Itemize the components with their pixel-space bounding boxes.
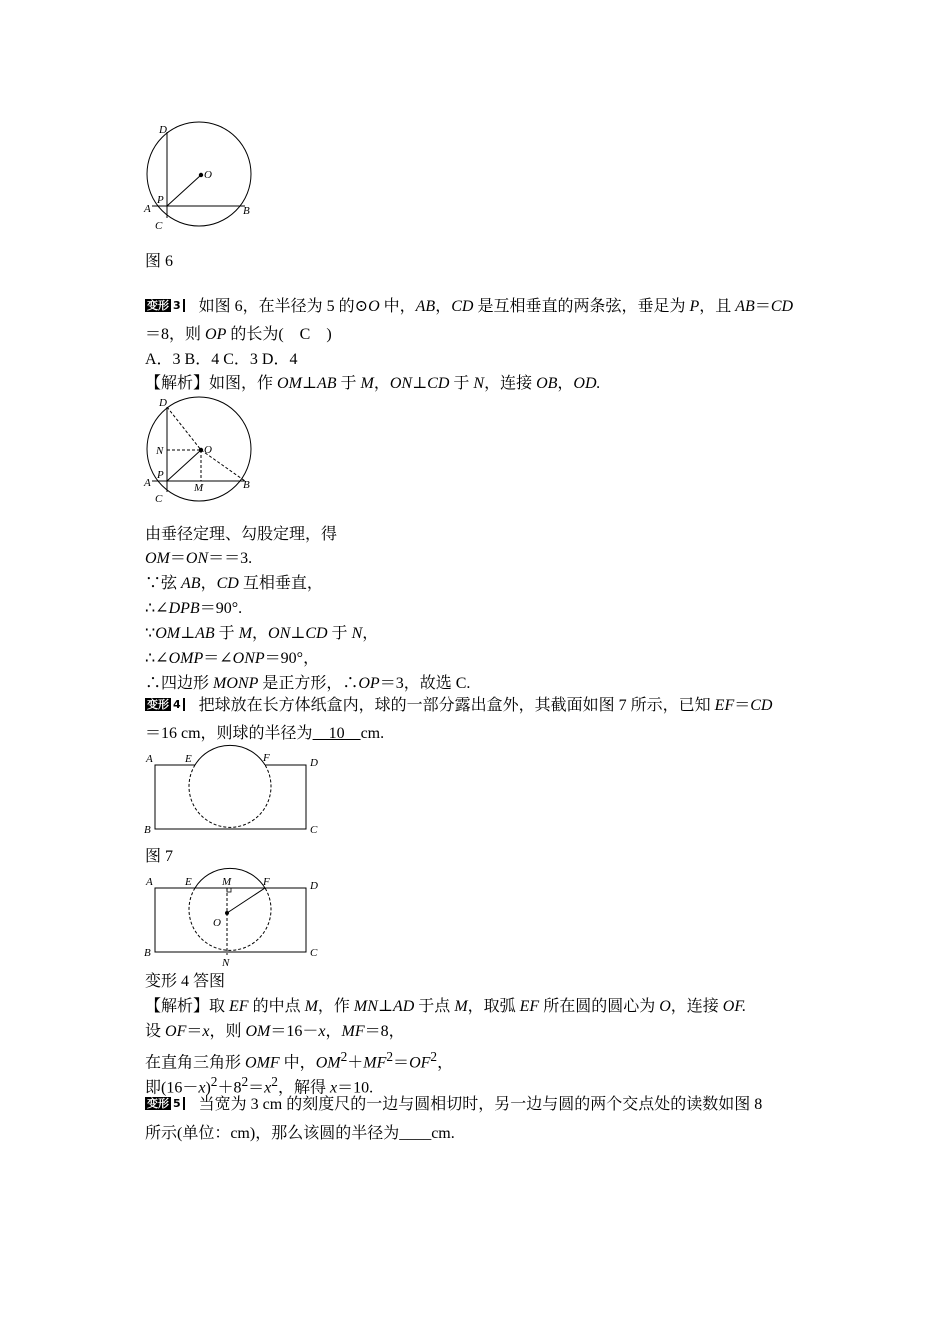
v3-step-7: ∴四边形 MONP 是正方形，∴OP＝3，故选 C. — [145, 675, 471, 692]
figure-6 — [138, 118, 263, 236]
v3-question-line2: ＝8，则 OP 的长为( C ) — [145, 326, 332, 343]
fig6-label-p: P — [157, 194, 164, 206]
fig7-label-c: C — [310, 824, 318, 836]
v5-question-line1: 变形 5 当宽为 3 cm 的刻度尺的一边与圆相切时，另一边与圆的两个交点处的读数如图 8 — [147, 1096, 763, 1113]
v4-question-line1: 变形 4 把球放在长方体纸盒内，球的一部分露出盒外，其截面如图 7 所示，已知 EF＝CD — [147, 697, 773, 714]
v3-step-3: ∵弦 AB，CD 互相垂直， — [145, 575, 323, 592]
v3-fig-label-a: A — [144, 477, 151, 489]
fig7-label-b: B — [144, 824, 151, 836]
variant-4-badge: 变形 4 — [145, 698, 185, 711]
v3-fig-label-b: B — [243, 479, 250, 491]
fig6-label-o: O — [204, 169, 212, 181]
v4-solution-line2: 设 OF＝x，则 OM＝16－x，MF＝8， — [145, 1023, 405, 1040]
v4-question-line2: ＝16 cm，则球的半径为 10 cm. — [145, 725, 385, 742]
ans-label-f: F — [263, 876, 270, 888]
fig6-label-a: A — [144, 203, 151, 215]
v4-solution-line1: 【解析】取 EF 的中点 M，作 MN⊥AD 于点 M，取弧 EF 所在圆的圆心为 O，连接 OF. — [145, 998, 747, 1015]
figure-7 — [140, 744, 325, 840]
v5-question-line2: 所示(单位：cm)，那么该圆的半径为____cm. — [145, 1125, 455, 1142]
fig6-caption: 图 6 — [145, 253, 174, 270]
v3-solution-figure — [138, 392, 263, 507]
v3-step-2: OM＝ON＝＝3. — [145, 550, 253, 567]
v3-fig-label-p: P — [157, 469, 164, 481]
ans-label-a: A — [146, 876, 153, 888]
v4-answer-caption: 变形 4 答图 — [145, 973, 226, 990]
v3-step-6: ∴∠OMP＝∠ONP＝90°， — [145, 650, 320, 667]
ans-label-d: D — [310, 880, 318, 892]
ans-label-e: E — [185, 876, 192, 888]
v3-fig-label-m: M — [194, 482, 204, 494]
fig6-label-b: B — [243, 205, 250, 217]
ans-label-o: O — [213, 917, 221, 929]
v3-step-5: ∵OM⊥AB 于 M，ON⊥CD 于 N， — [145, 625, 379, 642]
v3-fig-label-d: D — [159, 397, 167, 409]
v4-solution-line4: 即$(16-x)^2+8^2=x^2$，解得 x＝10. — [145, 1074, 374, 1097]
v4-answer-figure — [140, 866, 325, 970]
v3-step-4: ∴∠DPB＝90°. — [145, 600, 243, 617]
fig7-label-d: D — [310, 757, 318, 769]
v3-fig-label-n: N — [156, 445, 164, 457]
fig6-label-c: C — [155, 220, 163, 232]
fig7-label-f: F — [263, 752, 270, 764]
v3-fig-label-c: C — [155, 493, 163, 505]
v4-answer-blank: 10 — [312, 725, 361, 742]
variant-3-badge: 变形 3 — [145, 299, 185, 312]
fig6-label-d: D — [159, 124, 167, 136]
v3-question-line1: 变形 3 如图 6，在半径为 5 的⊙O 中，AB，CD 是互相垂直的两条弦，垂足为 P，且 AB＝CD — [147, 298, 794, 315]
ans-label-m: M — [222, 876, 232, 888]
variant-5-badge: 变形 5 — [145, 1097, 185, 1110]
v3-step-1: 由垂径定理、勾股定理，得 — [145, 526, 338, 543]
v3-solution-intro: 【解析】如图，作 OM⊥AB 于 M，ON⊥CD 于 N，连接 OB，OD. — [145, 375, 601, 392]
fig7-caption: 图 7 — [145, 848, 174, 865]
fig7-label-a: A — [146, 753, 153, 765]
v4-solution-line3: 在直角三角形 OMF 中，$OM^2+MF^2=OF^2$， — [145, 1049, 454, 1072]
ans-label-n: N — [222, 957, 230, 969]
v3-options: A．3 B．4 C．3 D．4 — [145, 351, 298, 368]
ans-label-c: C — [310, 947, 318, 959]
fig7-label-e: E — [185, 753, 192, 765]
ans-label-b: B — [144, 947, 151, 959]
v3-fig-label-o: O — [204, 444, 212, 456]
